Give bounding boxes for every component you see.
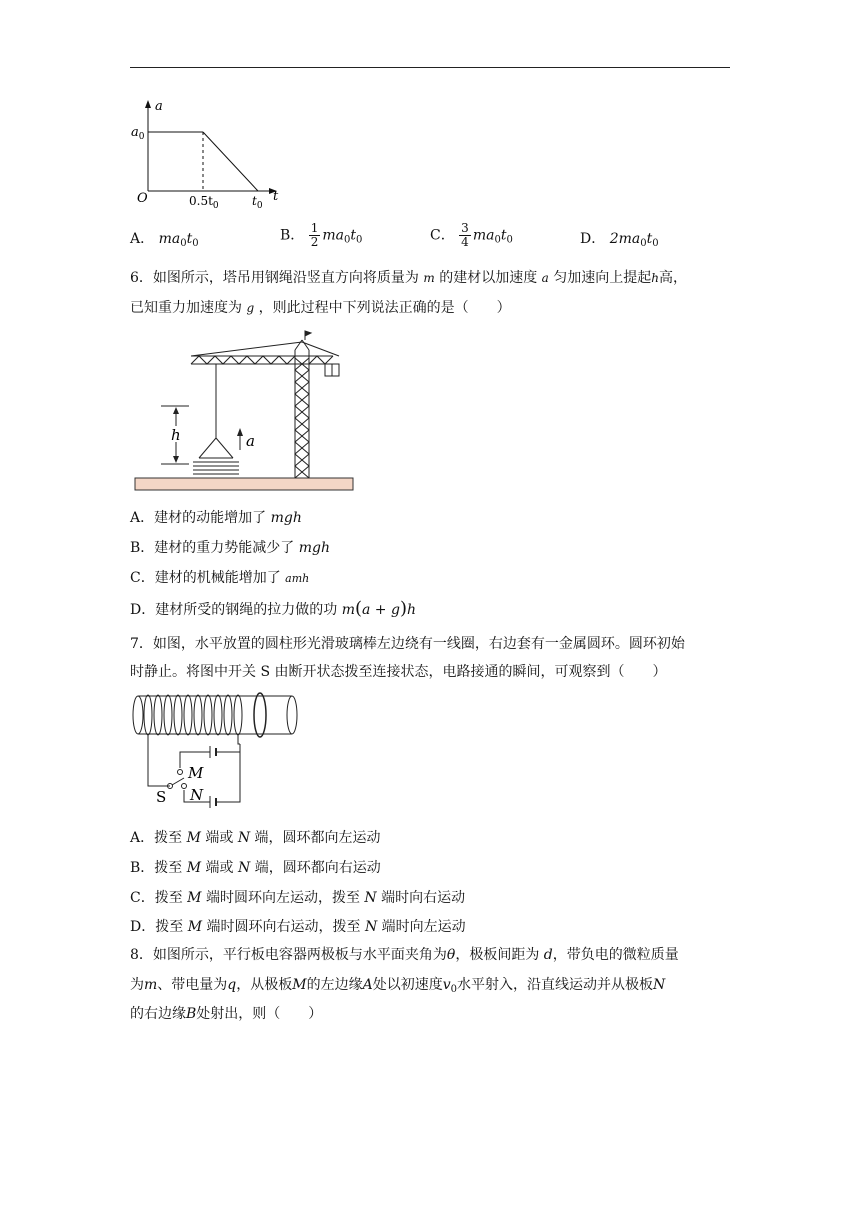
acceleration-time-graph [125,98,285,210]
fraction-three-quarters: $\frac{3}{4}$ [461,221,469,249]
q8-stem-line2: 为m、带电量为q，从极板M的左边缘A处以初速度$v_0$水平射入，沿直线运动并从极板N [130,977,666,995]
coil-s-label: S [156,788,167,806]
coil-n-label: N [190,786,204,804]
q5-option-c[interactable]: C． $\frac{3}{4}$ $ma_0t_0$ [430,221,513,249]
q7-option-b[interactable]: B．拨至 M 端或 N 端，圆环都向右运动 [130,860,381,876]
q6-option-a[interactable]: A．建材的动能增加了 mgh [130,510,302,526]
graph-y-label: a [155,99,163,114]
q6-option-d[interactable]: D．建材所受的钢绳的拉力做的功 m(a + g)h [130,598,417,619]
q7-option-a[interactable]: A．拨至 M 端或 N 端，圆环都向左运动 [130,830,381,846]
q5-option-d[interactable]: D． $2ma_0t_0$ [580,231,659,249]
q5-option-a[interactable]: A． $ma_0t_0$ [130,231,199,249]
q5-option-b[interactable]: B． $\frac{1}{2}$ $ma_0t_0$ [280,221,363,249]
q7-option-d[interactable]: D．拨至 M 端时圆环向右运动，拨至 N 端时向左运动 [130,919,466,935]
coil-m-label: M [188,764,204,782]
graph-mid-tick: $0.5t_0$ [189,194,219,211]
header-rule [130,67,730,68]
q6-option-b[interactable]: B．建材的重力势能减少了 mgh [130,540,331,556]
q8-stem-line3: 的右边缘B处射出，则（ ） [130,1006,323,1022]
graph-end-tick: $t_0$ [252,194,263,211]
graph-x-label: t [273,189,279,204]
coil-ring-circuit-figure [132,690,302,814]
q7-stem-line1: 7．如图，水平放置的圆柱形光滑玻璃棒左边绕有一线圈，右边套有一金属圆环。圆环初始 [130,636,685,652]
q6-option-c[interactable]: C．建材的机械能增加了 amh [130,570,310,586]
q6-stem-line2: 已知重力加速度为 g ，则此过程中下列说法正确的是（ ） [130,300,511,316]
graph-a0: $a_0$ [131,125,145,142]
tower-crane-figure [133,330,357,492]
crane-h-label: h [171,426,181,444]
graph-origin: O [137,191,148,206]
q6-stem-line1: 6．如图所示，塔吊用钢绳沿竖直方向将质量为 m 的建材以加速度 a 匀加速向上提起h高， [130,270,687,286]
q7-stem-line2: 时静止。将图中开关 S 由断开状态拨至连接状态，电路接通的瞬间，可观察到（ ） [130,664,667,680]
q7-option-c[interactable]: C．拨至 M 端时圆环向左运动，拨至 N 端时向右运动 [130,890,466,906]
fraction-one-half: $\frac{1}{2}$ [310,221,319,249]
q8-stem-line1: 8．如图所示，平行板电容器两极板与水平面夹角为θ，极板间距为 d，带负电的微粒质量 [130,947,679,963]
crane-a-label: a [246,432,255,450]
